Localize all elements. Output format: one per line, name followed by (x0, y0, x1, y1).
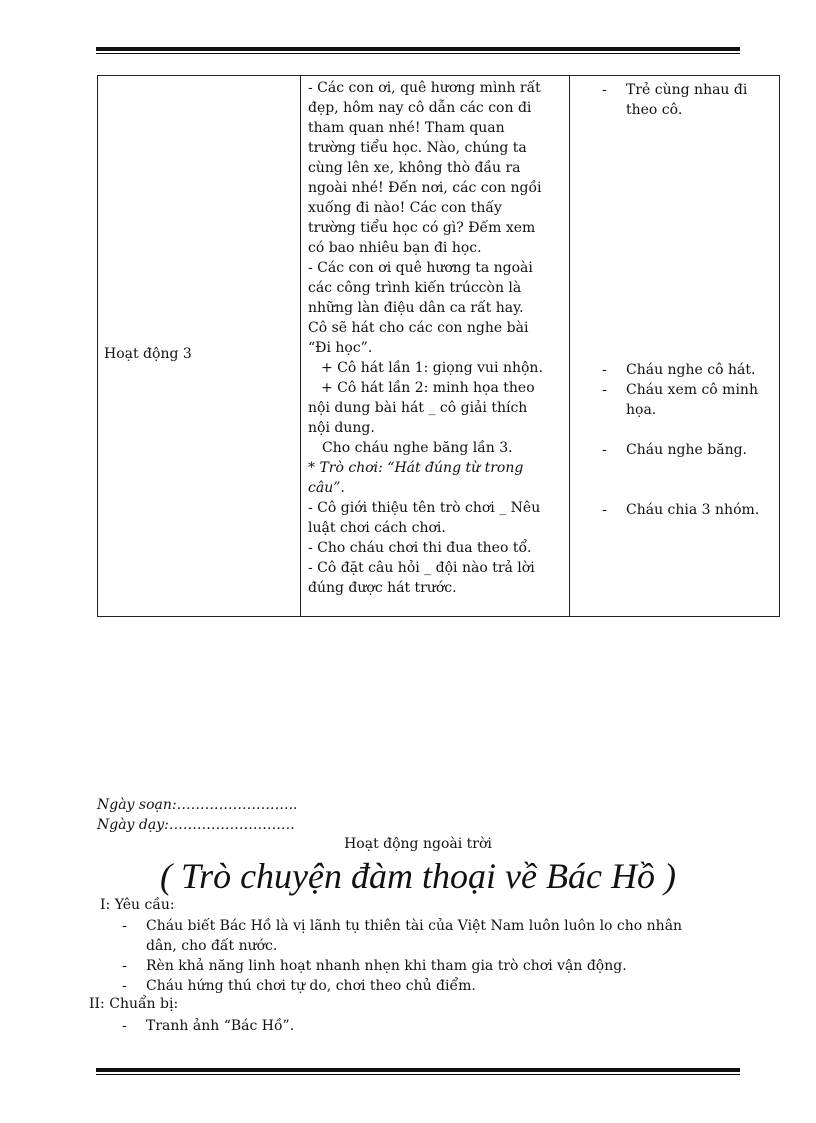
activity-type: Hoạt động ngoài trời (344, 836, 492, 852)
lesson-table (97, 75, 780, 617)
child-item-text: Cháu nghe cô hát. (626, 362, 756, 378)
teacher-line: - Các con ơi quê hương ta ngoài (308, 260, 533, 276)
teacher-line: trường tiểu học. Nào, chúng ta (308, 140, 527, 156)
child-item-dash: - (602, 502, 607, 518)
date-taught: Ngày dạy:……………………… (97, 817, 295, 833)
teacher-line: đúng được hát trước. (308, 580, 457, 596)
child-activities-cell (570, 76, 780, 617)
child-item-dash: - (602, 82, 607, 98)
bullet-dash: - (122, 958, 127, 974)
activity-label: Hoạt động 3 (104, 346, 192, 362)
teacher-line: xuống đi nào! Các con thấy (308, 200, 502, 216)
preparation-list (106, 1016, 294, 1036)
child-item-dash: - (602, 362, 607, 378)
bullet-dash: - (122, 978, 127, 994)
table-row (98, 76, 780, 617)
child-item-text: Cháu xem cô minh (626, 382, 758, 398)
child-item-text: họa. (626, 402, 657, 418)
section-heading-requirements: I: Yêu cầu: (100, 897, 175, 913)
child-item-text: theo cô. (626, 102, 683, 118)
teacher-line: ngoài nhé! Đến nơi, các con ngồi (308, 180, 542, 196)
teacher-line: - Cô giới thiệu tên trò chơi _ Nêu (308, 500, 541, 516)
dates-block (97, 795, 298, 835)
child-item-dash: - (602, 442, 607, 458)
list-item (106, 956, 682, 976)
teacher-line: + Cô hát lần 2: minh họa theo (321, 380, 535, 396)
date-prepared: Ngày soạn:…………………….. (97, 797, 298, 813)
teacher-line: Cho cháu nghe băng lần 3. (322, 440, 513, 456)
teacher-line: nội dung. (308, 420, 375, 436)
list-item-text: dân, cho đất nước. (146, 938, 278, 954)
child-item-dash: - (602, 382, 607, 398)
teacher-line: - Cho cháu chơi thi đua theo tổ. (308, 540, 532, 556)
list-item (106, 1016, 294, 1036)
list-item-text: Tranh ảnh “Bác Hồ”. (146, 1018, 295, 1034)
teacher-line: những làn điệu dân ca rất hay. (308, 300, 524, 316)
teacher-line: luật chơi cách chơi. (308, 520, 446, 536)
teacher-line: trường tiểu học có gì? Đếm xem (308, 220, 536, 236)
teacher-line: “Đi học”. (308, 340, 373, 356)
teacher-line: - Cô đặt câu hỏi _ đội nào trả lời (308, 560, 535, 576)
header-rule (96, 47, 740, 54)
requirements-list (106, 916, 682, 996)
activity-cell (98, 76, 301, 617)
teacher-line: cùng lên xe, không thò đầu ra (308, 160, 521, 176)
teacher-line: nội dung bài hát _ cô giải thích (308, 400, 528, 416)
teacher-line: tham quan nhé! Tham quan (308, 120, 505, 136)
teacher-line: * Trò chơi: “Hát đúng từ trong (308, 460, 524, 476)
child-item-text: Cháu nghe băng. (626, 442, 748, 458)
list-item (106, 976, 682, 996)
teacher-line: các công trình kiến trúccòn là (308, 280, 522, 296)
list-item-text: Cháu biết Bác Hồ là vị lãnh tụ thiên tài của Việt Nam luôn luôn lo cho nhân (146, 918, 683, 934)
list-item (106, 936, 682, 956)
teacher-line: đẹp, hôm nay cô dẫn các con đi (308, 100, 532, 116)
teacher-line: có bao nhiêu bạn đi học. (308, 240, 482, 256)
teacher-line: Cô sẽ hát cho các con nghe bài (308, 320, 529, 336)
child-item-text: Cháu chia 3 nhóm. (626, 502, 760, 518)
bullet-dash: - (122, 918, 127, 934)
teacher-line: câu”. (308, 480, 345, 496)
list-item-text: Rèn khả năng linh hoạt nhanh nhẹn khi tham gia trò chơi vận động. (146, 958, 627, 974)
list-item-text: Cháu hứng thú chơi tự do, chơi theo chủ điểm. (146, 978, 476, 994)
teacher-line: - Các con ơi, quê hương mình rất (308, 80, 541, 96)
bullet-dash: - (122, 1018, 127, 1034)
section-heading-preparation: II: Chuẩn bị: (89, 996, 179, 1012)
list-item (106, 916, 682, 936)
page-title: ( Trò chuyện đàm thoại về Bác Hồ ) (160, 856, 676, 896)
teacher-activities-cell (301, 76, 570, 617)
footer-rule (96, 1068, 740, 1075)
child-item-text: Trẻ cùng nhau đi (626, 82, 748, 98)
teacher-line: + Cô hát lần 1: giọng vui nhộn. (321, 360, 543, 376)
